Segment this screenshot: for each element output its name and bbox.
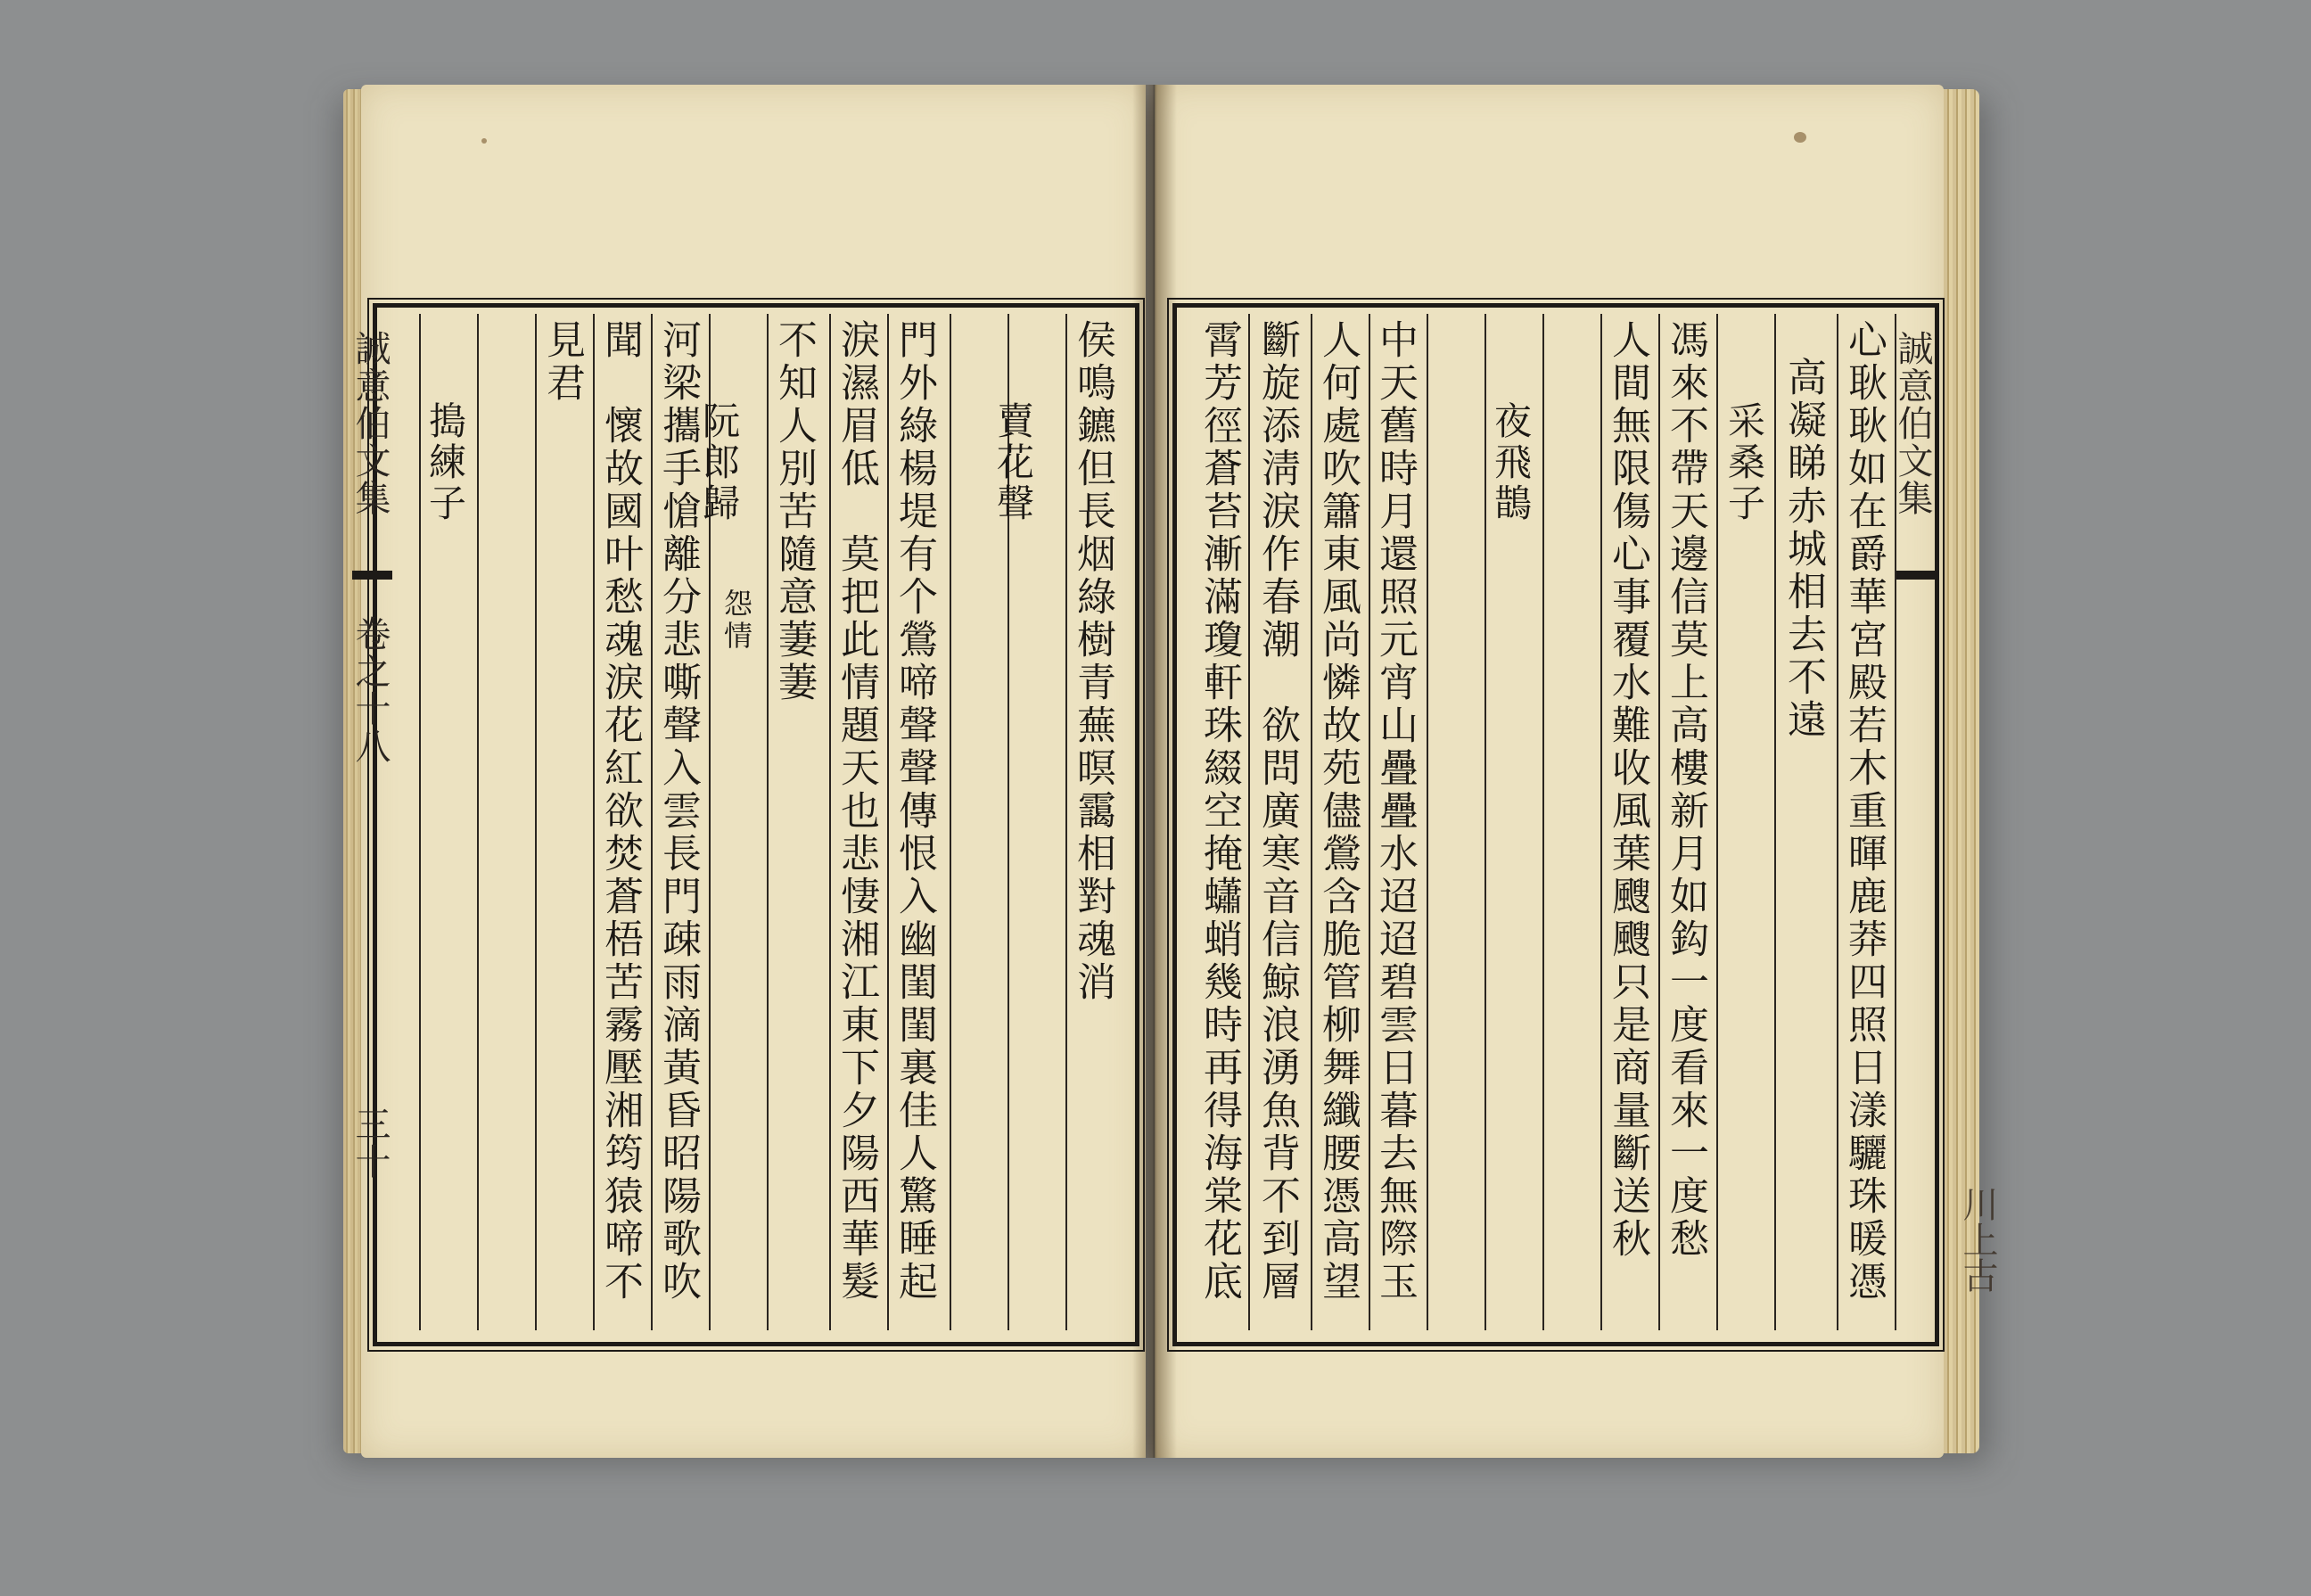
left-banxin-volume: 卷之十八 bbox=[350, 615, 391, 765]
column-rule bbox=[1065, 314, 1067, 1330]
column-rule bbox=[535, 314, 537, 1330]
column-rule bbox=[1716, 314, 1718, 1330]
column-rule bbox=[829, 314, 831, 1330]
column-rule bbox=[1600, 314, 1602, 1330]
right-column-9: 斷旋添淸淚作春潮 欲問廣寒音信鯨浪湧魚背不到層 bbox=[1254, 319, 1300, 1304]
handwritten-note: 川上古 bbox=[1957, 1186, 1998, 1293]
paper-stain bbox=[1794, 132, 1806, 143]
column-rule bbox=[887, 314, 889, 1330]
column-rule bbox=[1542, 314, 1544, 1330]
left-column-4: 淚濕眉低 莫把此情題天也悲悽湘江東下夕陽西華髮 bbox=[834, 319, 879, 1304]
left-banxin-page-number: 三十 bbox=[350, 1106, 391, 1181]
left-column-7: 河梁攜手愴離分悲嘶聲入雲長門疎雨滴黃昏昭陽歌吹 bbox=[655, 319, 701, 1304]
column-rule bbox=[1658, 314, 1660, 1330]
column-rule bbox=[1895, 314, 1896, 1330]
column-rule bbox=[419, 314, 421, 1330]
right-column-8: 人何處吹簫東風尚憐故苑儘鶯含脆管柳舞纖腰憑高望 bbox=[1315, 319, 1361, 1304]
column-rule bbox=[1837, 314, 1838, 1330]
left-column-5: 不知人別苦隨意萋萋 bbox=[771, 319, 817, 704]
right-column-4: 馮來不帶天邊信莫上高樓新月如鈎一度看來一度愁 bbox=[1663, 319, 1708, 1261]
right-column-6-title: 夜飛鵲 bbox=[1489, 401, 1533, 524]
right-column-7: 中天舊時月還照元宵山疊疊水迢迢碧雲日暮去無際玉 bbox=[1372, 319, 1418, 1304]
column-rule bbox=[651, 314, 653, 1330]
left-column-6-title: 阮郎歸 bbox=[697, 401, 741, 524]
column-rule bbox=[1248, 314, 1250, 1330]
column-rule bbox=[1369, 314, 1370, 1330]
left-column-6-subtitle: 怨情 bbox=[720, 588, 753, 653]
left-column-2-title: 賣花聲 bbox=[991, 401, 1035, 524]
left-column-3: 門外綠楊堤有个鶯啼聲聲傳恨入幽閨閨裏佳人驚睡起 bbox=[892, 319, 937, 1304]
column-rule bbox=[950, 314, 951, 1330]
column-rule bbox=[767, 314, 769, 1330]
right-banxin-title: 誠意伯文集 bbox=[1892, 330, 1933, 517]
right-column-1: 心耿耿如在爵華宮殿若木重暉鹿莽四照日漾驪珠暖憑 bbox=[1841, 319, 1887, 1304]
right-column-10: 霄芳徑蒼苔漸滿瓊軒珠綴空掩蠨蛸幾時再得海棠花底 bbox=[1197, 319, 1242, 1304]
paper-stain bbox=[481, 138, 487, 144]
left-column-8: 聞 懷故國叶愁魂淚花紅欲焚蒼梧苦霧壓湘筠猿啼不 bbox=[597, 319, 643, 1304]
column-rule bbox=[1427, 314, 1428, 1330]
right-column-2: 高凝睇赤城相去不遠 bbox=[1781, 357, 1826, 742]
column-rule bbox=[593, 314, 595, 1330]
right-column-3-title: 采桑子 bbox=[1723, 401, 1766, 524]
column-rule bbox=[1484, 314, 1486, 1330]
left-banxin-title: 誠意伯文集 bbox=[350, 330, 391, 517]
column-rule bbox=[477, 314, 479, 1330]
left-column-10-title: 搗練子 bbox=[424, 401, 467, 524]
left-column-9: 見君 bbox=[539, 319, 585, 405]
right-banxin-fishtail bbox=[1895, 571, 1935, 580]
column-rule bbox=[1774, 314, 1776, 1330]
left-column-1: 侯鳴鑣但長烟綠樹青蕪暝靄相對魂消 bbox=[1070, 319, 1115, 1004]
left-banxin-fishtail bbox=[352, 571, 392, 580]
column-rule bbox=[1311, 314, 1312, 1330]
right-column-5: 人間無限傷心事覆水難收風葉颼颼只是商量斷送秋 bbox=[1605, 319, 1650, 1261]
